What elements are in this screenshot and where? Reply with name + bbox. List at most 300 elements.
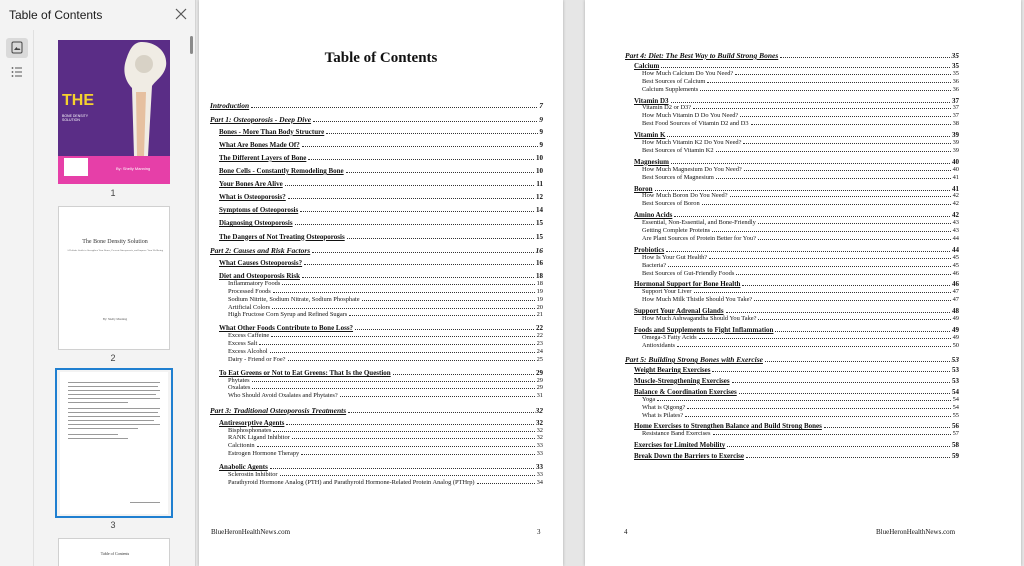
toc-leader-dots <box>252 388 534 389</box>
toc-entry-text: Bacteria? <box>642 261 667 269</box>
toc-subsection-entry[interactable] <box>642 404 959 411</box>
toc-leader-dots <box>735 74 950 75</box>
toc-leader-dots <box>282 284 534 285</box>
toc-page-number: 42 <box>952 211 959 220</box>
toc-entry-text: How Much Vitamin D Do You Need? <box>642 112 739 120</box>
toc-section-entry[interactable] <box>634 246 959 254</box>
toc-page-number: 48 <box>952 307 959 316</box>
toc-page-number: 37 <box>952 96 959 105</box>
toc-entry-text: How Much Magnesium Do You Need? <box>642 165 742 173</box>
toc-entry-text: Part 3: Traditional Osteoporosis Treatments <box>210 405 347 415</box>
toc-page-number: 23 <box>536 340 543 347</box>
toc-leader-dots <box>362 300 535 301</box>
toc-entry-text: How Much Milk Thistle Should You Take? <box>642 296 753 304</box>
toc-subsection-entry[interactable] <box>642 147 959 154</box>
page-footer-right: BlueHeronHealthNews.com <box>876 528 956 536</box>
toc-leader-dots <box>746 457 950 458</box>
toc-page-number: 34 <box>536 478 543 486</box>
toc-subsection-entry[interactable] <box>642 235 959 242</box>
toc-page-number: 19 <box>536 295 543 303</box>
toc-entry-text: Best Sources of Vitamin K2 <box>642 146 714 154</box>
toc-entry-text: Calcitonin <box>228 442 255 450</box>
toc-leader-dots <box>302 277 534 278</box>
toc-entry-text: What Other Foods Contribute to Bone Loss? <box>219 324 354 333</box>
toc-entry-text: Who Should Avoid Oxalates and Phytates? <box>228 392 338 400</box>
thumbnail-page-2[interactable] <box>58 206 170 350</box>
toc-section-entry[interactable] <box>219 324 543 332</box>
publisher-logo <box>64 158 88 176</box>
toc-section-entry[interactable] <box>634 326 959 334</box>
toc-page-number: 24 <box>536 347 543 355</box>
toc-section-entry[interactable] <box>634 185 959 193</box>
toc-subsection-entry[interactable] <box>228 450 543 457</box>
toc-entry-text: Best Food Sources of Vitamin D2 and D3 <box>642 120 749 128</box>
toc-subsection-entry[interactable] <box>228 471 543 478</box>
toc-page-number: 29 <box>536 376 543 384</box>
toc-leader-dots <box>302 146 538 147</box>
toc-leader-dots <box>712 371 950 372</box>
toc-entry-text: Antiresorptive Agents <box>219 418 285 427</box>
toc-entry-text: How Much Ashwagandha Should You Take? <box>642 315 757 322</box>
toc-subsection-entry[interactable] <box>642 396 959 403</box>
toc-leader-dots <box>273 431 534 432</box>
toc-entry-text: Part 4: Diet: The Best Way to Build Strong Bones <box>625 51 779 60</box>
toc-entry-text: Bones - More Than Body Structure <box>219 127 325 136</box>
toc-leader-dots <box>259 344 534 345</box>
toc-subsection-entry[interactable] <box>228 280 543 287</box>
toc-page-number: 9 <box>539 140 543 149</box>
toc-subsection-entry[interactable] <box>228 377 543 384</box>
toc-page-number: 59 <box>952 452 959 461</box>
cover-title: THE <box>62 92 94 109</box>
toc-section-entry[interactable] <box>634 97 959 105</box>
toc-entry-text: What is Qigong? <box>642 403 686 411</box>
toc-section-entry[interactable] <box>219 167 543 175</box>
toc-subsection-entry[interactable] <box>642 334 959 341</box>
toc-entry-text: Magnesium <box>634 157 669 166</box>
page-footer-right: 3 <box>537 528 541 536</box>
toc-section-entry[interactable] <box>634 452 959 460</box>
toc-entry-text: Antioxidants <box>642 341 676 349</box>
toc-entry-text: Probiotics <box>634 245 665 254</box>
toc-page-number: 36 <box>952 85 959 93</box>
toc-subsection-entry[interactable] <box>228 479 543 486</box>
toc-leader-dots <box>292 438 535 439</box>
toc-leader-dots <box>700 90 950 91</box>
toc-subsection-entry[interactable] <box>228 392 543 399</box>
toc-entry-text: Estrogen Hormone Therapy <box>228 450 300 457</box>
page-title: Table of Contents <box>324 50 438 66</box>
toc-entry-text: Break Down the Barriers to Exercise <box>634 452 744 461</box>
toc-entry-text: Inflammatory Foods <box>228 280 281 288</box>
text-line <box>68 416 160 417</box>
toc-page-number: 16 <box>535 246 543 256</box>
toc-subsection-entry[interactable] <box>642 342 959 349</box>
toc-page-number: 45 <box>952 253 959 261</box>
toc-page-number: 50 <box>952 341 959 349</box>
toc-leader-dots <box>295 224 534 225</box>
toc-leader-dots <box>477 483 535 484</box>
toc-section-entry[interactable] <box>219 259 543 267</box>
toc-subsection-entry[interactable] <box>642 412 959 419</box>
thumbnail-number: 3 <box>110 520 116 530</box>
text-line <box>68 428 138 429</box>
toc-page-number: 47 <box>952 296 959 304</box>
toc-leader-dots <box>272 308 535 309</box>
toc-entry-text: Support Your Liver <box>642 288 692 296</box>
toc-leader-dots <box>727 446 950 447</box>
toc-section-entry[interactable] <box>219 233 543 241</box>
toc-page-number: 42 <box>952 192 959 200</box>
toc-entry-text: Part 1: Osteoporosis - Deep Dive <box>210 114 312 124</box>
toc-leader-dots <box>716 151 951 152</box>
toc-leader-dots <box>709 258 950 259</box>
toc-entry-text: Excess Caffeine <box>228 332 270 340</box>
toc-page-number: 29 <box>536 368 543 377</box>
toc-leader-dots <box>716 178 951 179</box>
toc-section-entry[interactable] <box>634 377 959 385</box>
toc-entry-text: Part 2: Causes and Risk Factors <box>210 246 311 256</box>
toc-leader-dots <box>280 475 535 476</box>
toc-page-number: 53 <box>951 355 959 365</box>
toc-entry-text: Vitamin D2 or D3? <box>642 104 692 112</box>
close-icon[interactable] <box>172 5 190 23</box>
toc-subsection-entry[interactable] <box>642 254 959 261</box>
toc-section-entry[interactable] <box>634 366 959 374</box>
toc-section-entry[interactable] <box>634 307 959 315</box>
toc-section-entry[interactable] <box>219 128 543 136</box>
toc-leader-dots <box>348 412 533 413</box>
toc-subsection-entry[interactable] <box>642 262 959 269</box>
toc-page-number: 33 <box>536 450 543 457</box>
toc-page-number: 39 <box>952 139 959 146</box>
toc-subsection-entry[interactable] <box>642 219 959 226</box>
toc-leader-dots <box>313 121 537 122</box>
toc-section-entry[interactable] <box>219 463 543 471</box>
toc-section-entry[interactable] <box>219 193 543 201</box>
toc-subsection-entry[interactable] <box>642 200 959 207</box>
toc-subsection-entry[interactable] <box>228 332 543 339</box>
toc-leader-dots <box>286 424 534 425</box>
toc-entry-text: What is Osteoporosis? <box>219 193 286 202</box>
toc-section-entry[interactable] <box>634 441 959 449</box>
toc-entry-text: What Causes Osteoporosis? <box>219 259 303 268</box>
toc-page-number: 33 <box>536 442 543 450</box>
toc-page-number: 32 <box>535 405 543 415</box>
toc-subsection-entry[interactable] <box>228 427 543 434</box>
bone-illustration <box>104 42 170 156</box>
toc-leader-dots <box>326 133 537 134</box>
toc-leader-dots <box>685 416 950 417</box>
toc-section-entry[interactable] <box>219 154 543 162</box>
toc-section-entry[interactable] <box>634 211 959 219</box>
toc-entry-text: How Is Your Gut Health? <box>642 253 708 261</box>
toc-page-number: 54 <box>952 403 959 411</box>
outline-icon[interactable] <box>6 62 28 82</box>
toc-subsection-entry[interactable] <box>642 192 959 199</box>
toc-page-number: 35 <box>952 61 959 70</box>
sidebar <box>0 0 196 566</box>
toc-leader-dots <box>671 163 950 164</box>
toc-section-entry[interactable] <box>219 219 543 227</box>
toc-page-number: 54 <box>952 387 959 396</box>
toc-leader-dots <box>285 185 535 186</box>
toc-leader-dots <box>312 252 533 253</box>
toc-part-entry[interactable] <box>210 246 543 255</box>
toc-page-number: 39 <box>952 131 959 140</box>
toc-leader-dots <box>743 143 950 144</box>
toc-page-number: 10 <box>536 153 543 162</box>
toc-entry-text: Exercises for Limited Mobility <box>634 441 726 450</box>
toc-leader-dots <box>758 319 950 320</box>
toc-entry-text: Balance & Coordination Exercises <box>634 387 737 396</box>
sidebar-title: Table of Contents <box>9 8 103 22</box>
toc-section-entry[interactable] <box>219 206 543 214</box>
toc-entry-text: Sclerostin Inhibitor <box>228 470 278 478</box>
toc-part-entry[interactable] <box>625 51 959 60</box>
toc-leader-dots <box>270 468 534 469</box>
toc-subsection-entry[interactable] <box>228 311 543 318</box>
toc-page-number: 54 <box>952 395 959 403</box>
document-page-4 <box>585 0 1021 566</box>
toc-leader-dots <box>736 274 950 275</box>
toc-entry-text: Foods and Supplements to Fight Inflammation <box>634 325 774 334</box>
text-line <box>68 382 160 383</box>
toc-entry-text: What Are Bones Made Of? <box>219 140 300 149</box>
text-line <box>68 408 160 409</box>
toc-entry-text: Getting Complete Proteins <box>642 227 711 234</box>
thumb-subtitle: A Holistic Guide to Strengthen Your Bones, Prevent Osteoporosis, and Improve Your Wellbeing <box>67 249 163 252</box>
toc-page-number: 40 <box>952 157 959 166</box>
toc-section-entry[interactable] <box>219 419 543 427</box>
toc-leader-dots <box>730 196 951 197</box>
toc-section-entry[interactable] <box>219 272 543 280</box>
toc-entry-text: Part 5: Building Strong Bones with Exercise <box>625 355 763 365</box>
toc-page-number: 33 <box>536 470 543 478</box>
page-footer-left: BlueHeronHealthNews.com <box>211 528 291 536</box>
toc-page-number: 37 <box>952 112 959 120</box>
toc-page-number: 21 <box>536 311 543 319</box>
toc-entry-text: Home Exercises to Strengthen Balance and Build Strong Bones <box>634 422 822 431</box>
toc-page-number: 58 <box>952 441 959 450</box>
thumbnail-page-3[interactable] <box>60 372 168 514</box>
toc-page-number: 25 <box>536 355 543 363</box>
toc-subsection-entry[interactable] <box>228 296 543 303</box>
toc-page-number: 37 <box>952 104 959 112</box>
toc-leader-dots <box>765 361 950 362</box>
document-page-3 <box>199 0 563 566</box>
toc-subsection-entry[interactable] <box>642 104 959 111</box>
toc-entry-text: Excess Salt <box>228 340 258 347</box>
toc-page-number: 44 <box>952 245 959 254</box>
toc-page-number: 43 <box>952 227 959 234</box>
toc-subsection-entry[interactable] <box>642 70 959 77</box>
toc-entry-text: Best Sources of Magnesium <box>642 173 714 181</box>
toc-entry-text: Dairy - Friend or Foe? <box>228 355 286 363</box>
toc-section-entry[interactable] <box>219 141 543 149</box>
text-line <box>68 424 160 425</box>
toc-entry-text: The Different Layers of Bone <box>219 153 307 162</box>
toc-leader-dots <box>780 57 949 58</box>
toc-entry-text: Artificial Colors <box>228 303 271 311</box>
toc-section-entry[interactable] <box>634 131 959 139</box>
toc-page-number: 40 <box>952 165 959 173</box>
toc-entry-text: Vitamin K <box>634 131 666 140</box>
toc-page-number: 12 <box>536 193 543 202</box>
toc-page-number: 33 <box>536 463 543 472</box>
toc-page-number: 7 <box>539 101 543 110</box>
toc-subsection-entry[interactable] <box>642 315 959 322</box>
toc-subsection-entry[interactable] <box>642 227 959 234</box>
toc-leader-dots <box>732 382 950 383</box>
toc-leader-dots <box>257 446 535 447</box>
toc-subsection-entry[interactable] <box>642 120 959 127</box>
toc-subsection-entry[interactable] <box>642 112 959 119</box>
toc-leader-dots <box>271 336 534 337</box>
text-line <box>68 434 118 435</box>
toc-page-number: 56 <box>952 422 959 431</box>
toc-page-number: 31 <box>536 392 543 400</box>
toc-part-entry[interactable] <box>210 406 543 415</box>
toc-leader-dots <box>693 108 950 109</box>
toc-leader-dots <box>699 338 951 339</box>
toc-entry-text: The Dangers of Not Treating Osteoporosis <box>219 232 345 241</box>
toc-page-number: 46 <box>952 269 959 277</box>
toc-page-number: 53 <box>952 376 959 385</box>
toc-part-entry[interactable] <box>210 101 543 110</box>
toc-entry-text: Parathyroid Hormone Analog (PTH) and Parathyroid Hormone-Related Protein Analog (PTHrp) <box>228 478 475 486</box>
toc-entry-text: Oxalates <box>228 384 251 392</box>
toc-subsection-entry[interactable] <box>642 296 959 303</box>
toc-leader-dots <box>687 408 950 409</box>
toc-subsection-entry[interactable] <box>642 174 959 181</box>
text-line <box>130 502 160 503</box>
toc-subsection-entry[interactable] <box>642 78 959 85</box>
toc-entry-text: To Eat Greens or Not to Eat Greens: That Is the Question <box>219 368 391 377</box>
toc-page-number: 35 <box>952 69 959 77</box>
toc-page-number: 49 <box>952 333 959 341</box>
toc-subsection-entry[interactable] <box>228 442 543 449</box>
toc-entry-text: Calcium <box>634 61 660 70</box>
toc-subsection-entry[interactable] <box>228 434 543 441</box>
toc-subsection-entry[interactable] <box>228 288 543 295</box>
toc-entry-text: Diet and Osteoporosis Risk <box>219 272 300 281</box>
toc-page-number: 43 <box>952 219 959 227</box>
toc-leader-dots <box>702 204 951 205</box>
toc-page-number: 44 <box>952 234 959 242</box>
thumb-title: The Bone Density Solution <box>82 239 148 245</box>
toc-leader-dots <box>655 190 950 191</box>
toc-entry-text: Resistance Band Exercises <box>642 430 711 438</box>
toc-leader-dots <box>694 292 951 293</box>
text-line <box>68 386 158 387</box>
toc-leader-dots <box>754 300 950 301</box>
toc-part-entry[interactable] <box>625 355 959 364</box>
toc-subsection-entry[interactable] <box>228 384 543 391</box>
toc-leader-dots <box>712 231 950 232</box>
thumbnail-number: 2 <box>110 353 116 363</box>
toc-leader-dots <box>661 67 950 68</box>
toc-page-number: 18 <box>536 272 543 281</box>
toc-section-entry[interactable] <box>634 158 959 166</box>
toc-subsection-entry[interactable] <box>642 430 959 437</box>
toc-leader-dots <box>713 434 951 435</box>
sidebar-rail <box>0 30 34 566</box>
toc-page-number: 11 <box>536 180 543 189</box>
toc-leader-dots <box>744 170 951 171</box>
toc-subsection-entry[interactable] <box>228 340 543 347</box>
toc-subsection-entry[interactable] <box>642 139 959 146</box>
page-footer-left: 4 <box>624 528 628 536</box>
toc-subsection-entry[interactable] <box>642 288 959 295</box>
toc-leader-dots <box>288 198 534 199</box>
toc-section-entry[interactable] <box>634 62 959 70</box>
toc-entry-text: Muscle-Strengthening Exercises <box>634 376 730 385</box>
toc-page-number: 10 <box>536 167 543 175</box>
thumbnail-page-1[interactable] <box>58 40 170 184</box>
toc-section-entry[interactable] <box>634 422 959 430</box>
toc-page-number: 19 <box>536 287 543 295</box>
toc-part-entry[interactable] <box>210 115 543 124</box>
toc-leader-dots <box>775 331 950 332</box>
toc-section-entry[interactable] <box>634 280 959 288</box>
text-line <box>68 420 154 421</box>
toc-entry-text: Diagnosing Osteoporosis <box>219 219 293 228</box>
toc-entry-text: Yoga <box>642 395 656 403</box>
toc-entry-text: Omega-3 Fatty Acids <box>642 333 697 341</box>
cover-subtitle: BONE DENSITY SOLUTION <box>62 114 88 122</box>
thumbnails-icon[interactable] <box>6 38 28 58</box>
toc-entry-text: Anabolic Agents <box>219 463 268 472</box>
toc-subsection-entry[interactable] <box>228 356 543 363</box>
toc-page-number: 38 <box>952 120 959 128</box>
toc-page-number: 9 <box>539 114 543 124</box>
toc-section-entry[interactable] <box>219 369 543 377</box>
toc-leader-dots <box>742 285 950 286</box>
text-line <box>68 412 158 413</box>
thumbnail-number: 1 <box>110 188 116 198</box>
toc-page-number: 45 <box>952 261 959 269</box>
toc-subsection-entry[interactable] <box>642 166 959 173</box>
toc-page-number: 41 <box>952 173 959 181</box>
toc-entry-text: Support Your Adrenal Glands <box>634 307 724 316</box>
toc-entry-text: Vitamin D3 <box>634 96 669 105</box>
toc-subsection-entry[interactable] <box>642 270 959 277</box>
text-line <box>68 402 128 403</box>
toc-subsection-entry[interactable] <box>642 86 959 93</box>
toc-page-number: 16 <box>536 259 543 268</box>
toc-page-number: 15 <box>536 232 543 241</box>
toc-leader-dots <box>301 454 534 455</box>
toc-subsection-entry[interactable] <box>228 348 543 355</box>
toc-subsection-entry[interactable] <box>228 304 543 311</box>
toc-entry-text: Phytates <box>228 376 250 384</box>
toc-section-entry[interactable] <box>219 180 543 188</box>
toc-page-number: 39 <box>952 146 959 154</box>
thumb-author: By: Shelly Manning <box>102 317 128 321</box>
toc-leader-dots <box>751 124 951 125</box>
toc-page-number: 46 <box>952 280 959 289</box>
toc-leader-dots <box>346 172 534 173</box>
toc-section-entry[interactable] <box>634 388 959 396</box>
toc-entry-text: Best Sources of Gut-Friendly Foods <box>642 269 735 277</box>
thumbnail-scrollbar[interactable] <box>190 36 193 54</box>
toc-page-number: 55 <box>952 411 959 419</box>
thumbnail-page-4[interactable] <box>58 538 170 566</box>
toc-leader-dots <box>674 216 950 217</box>
toc-entry-text: Bisphosphonates <box>228 426 272 434</box>
toc-entry-text: Introduction <box>210 101 250 110</box>
